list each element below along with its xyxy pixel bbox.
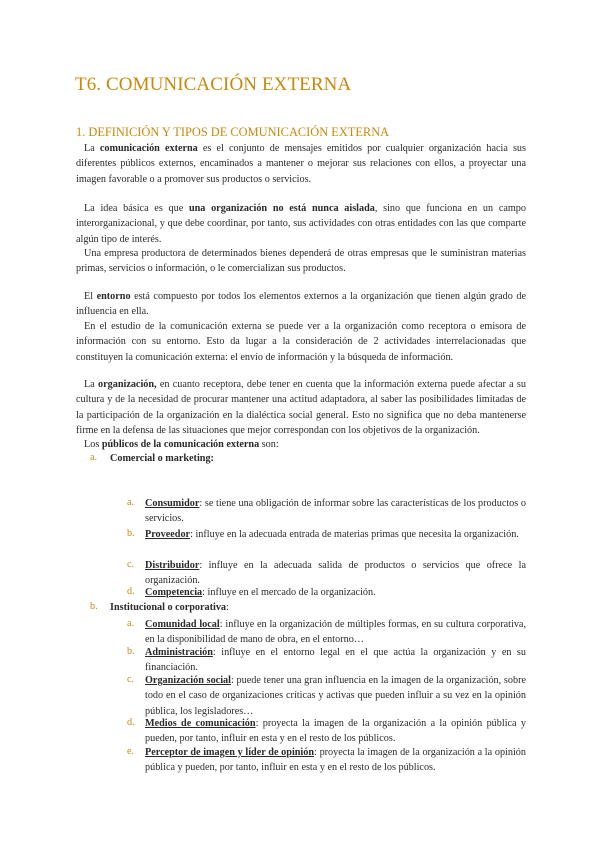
item-marker: c. <box>127 674 135 685</box>
list-item-distribuidor: Distribuidor: influye en la adecuada salida de productos o servicios que ofrece la organización. <box>145 560 526 587</box>
group-label-institucional: Institucional o corporativa: <box>110 602 229 613</box>
paragraph-empresa-productora: Una empresa productora de determinados bienes dependerá de otras empresas que le suministran materias primas, servicios o información, o le comercializan sus productos. <box>76 248 526 275</box>
list-item-organizacion-social: Organización social: puede tener una gran influencia en la imagen de la organización, sobre todo en el caso de organizaciones críticas y activas que pueden influir a su vez en la opinión pública, los legisladores… <box>145 675 526 717</box>
item-marker: b. <box>127 528 135 539</box>
paragraph-estudio: En el estudio de la comunicación externa se puede ver a la organización como receptora o emisora de información con su entorno. Esto da lugar a la consideración de 2 actividades interrelacionadas que constituyen la comunicación externa: el envío de información y la búsqueda de información. <box>76 321 526 363</box>
section-heading: 1. DEFINICIÓN Y TIPOS DE COMUNICACIÓN EXTERNA <box>76 125 390 139</box>
list-item-comunidad-local: Comunidad local: influye en la organización de múltiples formas, en su cultura corporativa, en la disponibilidad de mano de obra, en el entorno… <box>145 619 526 646</box>
paragraph-organizacion: La organización, en cuanto receptora, debe tener en cuenta que la información externa puede afectar a su cultura y de la necesidad de procurar mantener una actitud adaptadora, al saber las posibilidades limitadas de la participación de la organización en la dialéctica social general. Esto no significa que no deba mantenerse firme en la defensa de las situaciones que mejor correspondan con los objetivos de la organización. <box>76 379 526 437</box>
group-marker: b. <box>90 601 98 612</box>
paragraph-idea-basica: La idea básica es que una organización no está nunca aislada, sino que funciona en un campo interorganizacional, y que debe coordinar, por tanto, sus actividades con otras entidades con las que comparte algún tipo de interés. <box>76 203 526 245</box>
page-title: T6. COMUNICACIÓN EXTERNA <box>75 74 352 95</box>
item-marker: b. <box>127 646 135 657</box>
publicos-intro: Los públicos de la comunicación externa son: <box>84 439 279 450</box>
item-marker: e. <box>127 746 135 757</box>
list-item-consumidor: Consumidor: se tiene una obligación de informar sobre las características de los productos o servicios. <box>145 498 526 525</box>
paragraph-entorno: El entorno está compuesto por todos los elementos externos a la organización que tienen algún grado de influencia en ella. <box>76 291 526 318</box>
item-marker: a. <box>127 497 135 508</box>
list-item-administracion: Administración: influye en el entorno legal en el que actúa la organización y en su financiación. <box>145 647 526 674</box>
item-marker: c. <box>127 559 135 570</box>
group-label-comercial: Comercial o marketing: <box>110 453 214 464</box>
list-item-proveedor: Proveedor: influye en la adecuada entrada de materias primas que necesita la organización. <box>145 529 519 540</box>
list-item-medios-comunicacion: Medios de comunicación: proyecta la imagen de la organización a la opinión pública y pueden, por tanto, influir en esta y en el resto de los públicos. <box>145 718 527 745</box>
list-item-competencia: Competencia: influye en el mercado de la organización. <box>145 587 376 598</box>
item-marker: a. <box>127 618 135 629</box>
group-marker: a. <box>90 452 98 463</box>
list-item-perceptor-imagen: Perceptor de imagen y líder de opinión: proyecta la imagen de la organización a la opinión pública y pueden, por tanto, influir en esta y en el resto de los públicos. <box>145 747 526 774</box>
paragraph-definition: La comunicación externa es el conjunto de mensajes emitidos por cualquier organización hacia sus diferentes públicos externos, encaminados a mantener o mejorar sus relaciones con ellos, a proyectar una imagen favorable o a promover sus productos o servicios. <box>76 143 526 185</box>
item-marker: d. <box>127 717 135 728</box>
item-marker: d. <box>127 586 135 597</box>
